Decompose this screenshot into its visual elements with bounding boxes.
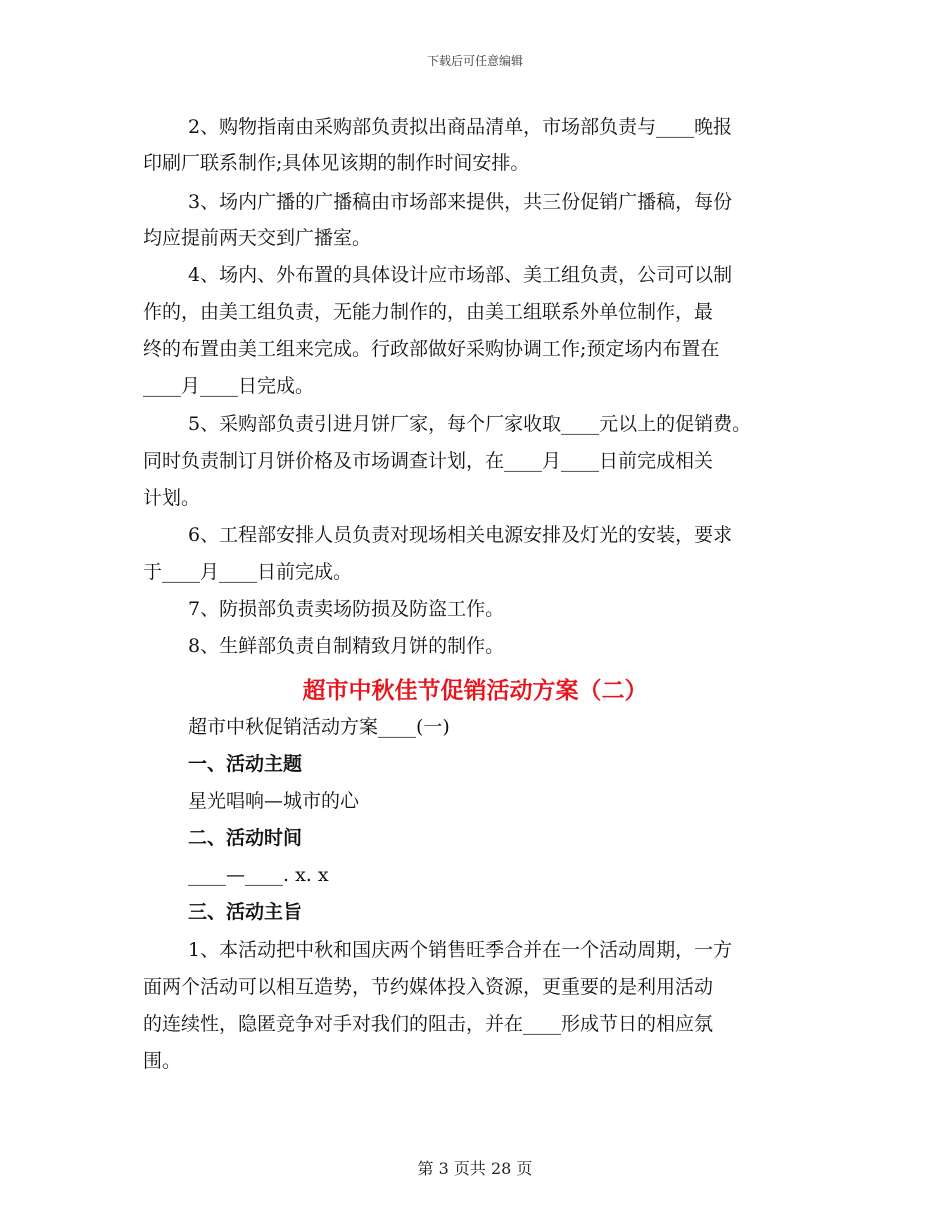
item-8-line-1: 8、生鲜部负责自制精致月饼的制作。 (188, 635, 505, 657)
heading-activity-time: 二、活动时间 (188, 827, 303, 849)
item-7-line-1: 7、防损部负责卖场防损及防盗工作。 (188, 598, 505, 620)
plan-subtitle: 超市中秋促销活动方案____(一) (188, 716, 450, 738)
item-5-line-3: 计划。 (143, 487, 201, 509)
item-6-line-2: 于____月____日前完成。 (143, 561, 353, 583)
item-4-line-1: 4、场内、外布置的具体设计应市场部、美工组负责，公司可以制 (188, 264, 733, 286)
purpose-line-3: 的连续性，隐匿竞争对手对我们的阻击，并在____形成节日的相应氛 (143, 1013, 714, 1035)
heading-activity-purpose: 三、活动主旨 (188, 901, 303, 923)
item-2-line-2: 印刷厂联系制作;具体见该期的制作时间安排。 (143, 152, 530, 174)
purpose-line-1: 1、本活动把中秋和国庆两个销售旺季合并在一个活动周期，一方 (188, 939, 733, 961)
purpose-line-4: 围。 (143, 1050, 182, 1072)
item-2-line-1: 2、购物指南由采购部负责拟出商品清单，市场部负责与____晚报 (188, 116, 733, 138)
page-footer: 第 3 页共 28 页 (417, 1159, 533, 1178)
purpose-line-2: 面两个活动可以相互造势，节约媒体投入资源，更重要的是利用活动 (143, 976, 714, 998)
item-3-line-1: 3、场内广播的广播稿由市场部来提供，共三份促销广播稿，每份 (188, 191, 733, 213)
section-title: 超市中秋佳节促销活动方案（二） (302, 678, 648, 704)
item-4-line-3: 终的布置由美工组来完成。行政部做好采购协调工作;预定场内布置在 (143, 338, 720, 360)
page-header: 下载后可任意编辑 (426, 54, 523, 68)
activity-time-text: ____—____. x. x (188, 864, 329, 886)
activity-theme-text: 星光唱响—城市的心 (188, 790, 360, 812)
heading-activity-theme: 一、活动主题 (188, 753, 303, 775)
item-4-line-4: ____月____日完成。 (143, 375, 315, 397)
item-5-line-2: 同时负责制订月饼价格及市场调查计划，在____月____日前完成相关 (143, 450, 714, 472)
item-6-line-1: 6、工程部安排人员负责对现场相关电源安排及灯光的安装，要求 (188, 524, 733, 546)
item-3-line-2: 均应提前两天交到广播室。 (143, 227, 372, 249)
item-4-line-2: 作的，由美工组负责，无能力制作的，由美工组联系外单位制作，最 (143, 301, 714, 323)
item-5-line-1: 5、采购部负责引进月饼厂家，每个厂家收取____元以上的促销费。 (188, 413, 752, 435)
